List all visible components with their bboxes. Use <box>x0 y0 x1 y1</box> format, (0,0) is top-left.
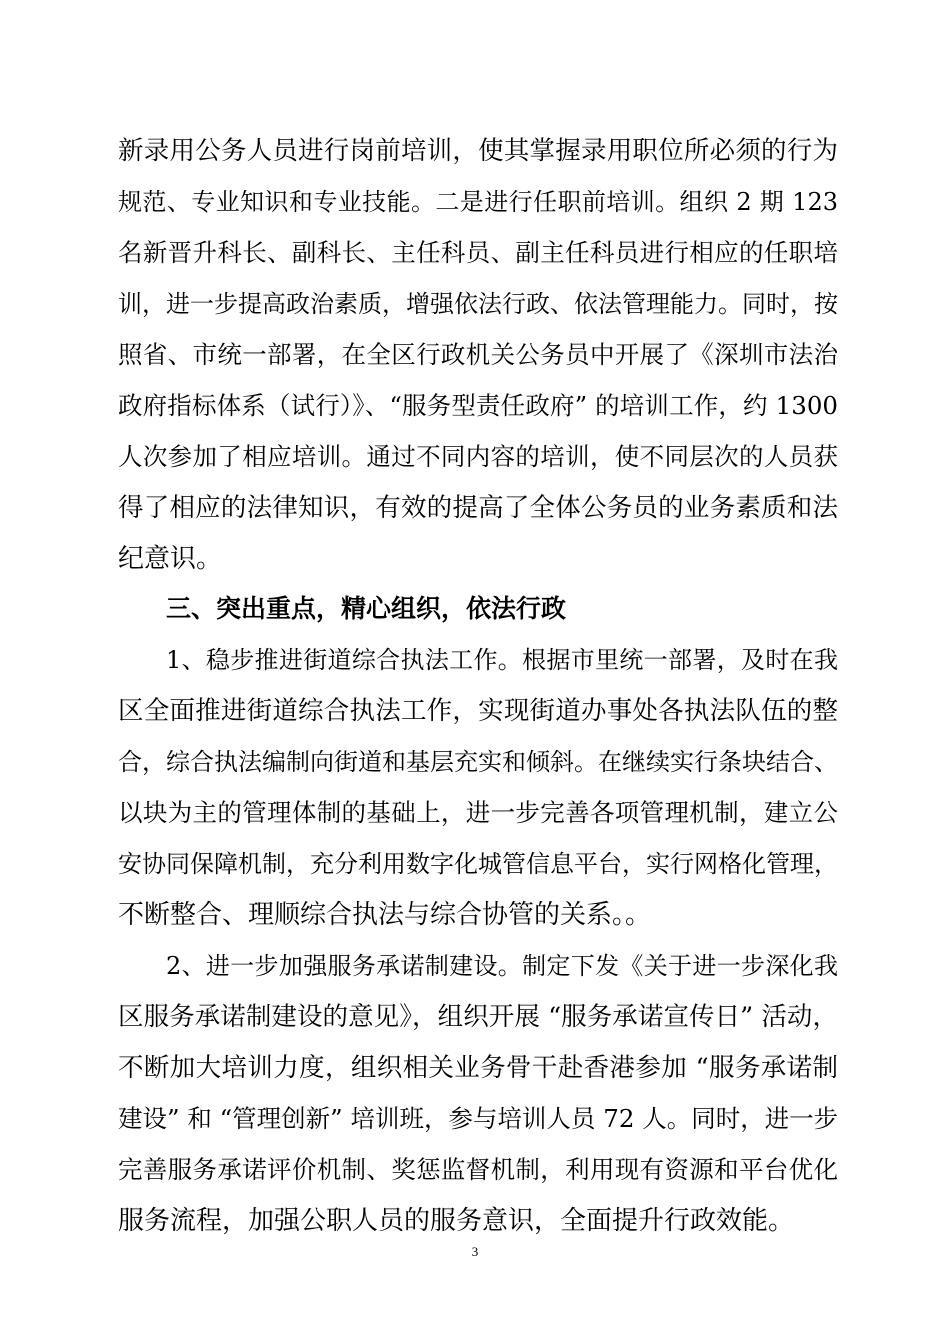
paragraph-line: 照省、市统一部署，在全区行政机关公务员中开展了《深圳市法治 <box>118 340 838 369</box>
paragraph-line: 1、稳步推进街道综合执法工作。根据市里统一部署，及时在我 <box>166 646 838 674</box>
page-number: 3 <box>471 1244 479 1259</box>
paragraph-line: 合，综合执法编制向街道和基层充实和倾斜。在继续实行条块结合、 <box>118 748 838 776</box>
paragraph-line: 建设” 和 “管理创新” 培训班，参与培训人员 72 人。同时，进一步 <box>118 1104 839 1133</box>
section-heading: 三、突出重点，精心组织，依法行政 <box>166 594 567 623</box>
paragraph-line: 得了相应的法律知识，有效的提高了全体公务员的业务素质和法 <box>118 493 838 523</box>
paragraph-line: 新录用公务人员进行岗前培训，使其掌握录用职位所必须的行为 <box>118 136 838 166</box>
paragraph-line: 以块为主的管理体制的基础上，进一步完善各项管理机制，建立公 <box>118 798 838 827</box>
paragraph-line: 完善服务承诺评价机制、奖惩监督机制，利用现有资源和平台优化 <box>118 1155 838 1184</box>
paragraph-line: 规范、专业知识和专业技能。二是进行任职前培训。组织 2 期 123 <box>118 188 838 216</box>
paragraph-line: 2、进一步加强服务承诺制建设。制定下发《关于进一步深化我 <box>166 952 838 980</box>
paragraph-line: 纪意识。 <box>118 544 223 574</box>
paragraph-line: 安协同保障机制，充分利用数字化城管信息平台，实行网格化管理， <box>118 850 838 878</box>
paragraph-line: 区服务承诺制建设的意见》，组织开展 “服务承诺宣传日” 活动， <box>118 1002 838 1032</box>
paragraph-line: 不断加大培训力度，组织相关业务骨干赴香港参加 “服务承诺制 <box>118 1053 838 1083</box>
paragraph-line: 区全面推进街道综合执法工作，实现街道办事处各执法队伍的整 <box>118 696 838 726</box>
paragraph-line: 不断整合、理顺综合执法与综合协管的关系。。 <box>118 900 652 930</box>
paragraph-line: 名新晋升科长、副科长、主任科员、副主任科员进行相应的任职培 <box>118 238 838 267</box>
paragraph-line: 人次参加了相应培训。通过不同内容的培训，使不同层次的人员获 <box>118 442 838 471</box>
paragraph-line: 服务流程，加强公职人员的服务意识，全面提升行政效能。 <box>118 1206 795 1236</box>
paragraph-line: 政府指标体系（试行）》、“服务型责任政府” 的培训工作，约 1300 <box>118 391 838 420</box>
paragraph-line: 训，进一步提高政治素质，增强依法行政、依法管理能力。同时，按 <box>118 290 838 318</box>
